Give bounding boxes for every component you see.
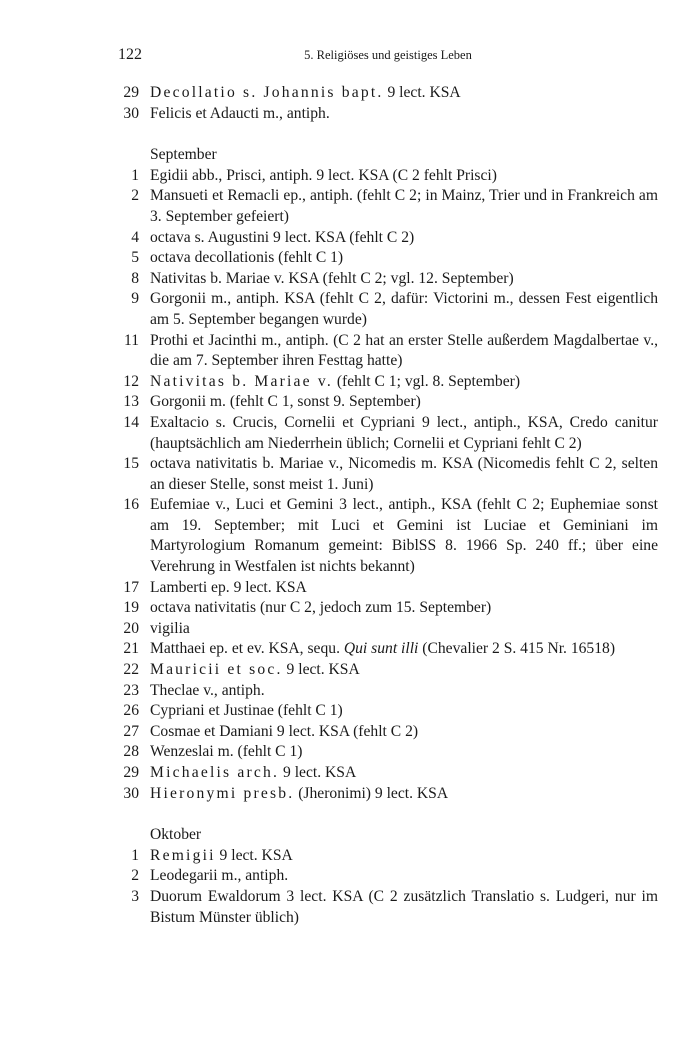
entry-text: Gorgonii m., antiph. KSA (fehlt C 2, dafür: Victorini m., dessen Fest eigentlich am 5. September begangen wurde)	[150, 290, 658, 328]
entry-sequence-title: Qui sunt illi	[343, 640, 419, 658]
entry-day: 19	[123, 599, 139, 617]
entry-day: 27	[123, 722, 139, 740]
entry-day: 1	[131, 166, 139, 184]
entry-day: 16	[123, 496, 139, 514]
calendar-entry	[118, 619, 658, 640]
entry-text: octava nativitatis (nur C 2, jedoch zum 15. September)	[150, 599, 492, 617]
entry-text: (fehlt C 1; vgl. 8. September)	[332, 372, 521, 390]
september-entries	[118, 166, 658, 804]
entry-text: Wenzeslai m. (fehlt C 1)	[150, 743, 303, 761]
entry-day: 9	[131, 290, 139, 308]
calendar-entry	[118, 392, 658, 413]
entry-text: 9 lect. KSA	[383, 84, 461, 101]
entry-day: 21	[123, 640, 139, 658]
entry-text: 9 lect. KSA	[282, 661, 360, 679]
entry-text: Eufemiae v., Luci et Gemini 3 lect., antiph., KSA (fehlt C 2; Euphemiae sonst am 19. September; mit Luci et Gemini ist Luciae et Geminiani im Martyrologium Romanum gemeint: BiblSS 8. 1966 Sp. 240 ff.; über eine Verehrung in Westfalen ist nichts bekannt)	[150, 496, 658, 576]
entry-text: Prothi et Jacinthi m., antiph. (C 2 hat an erster Stelle außerdem Magdalbertae v., die am 7. September ihren Festtag hatte)	[150, 331, 658, 370]
calendar-entry	[118, 887, 658, 928]
entry-spaced-title: Remigii	[150, 846, 216, 864]
entry-day: 12	[123, 372, 139, 390]
calendar-entry	[118, 454, 658, 495]
entry-text: Theclae v., antiph.	[150, 681, 265, 699]
october-entries	[118, 846, 658, 928]
entry-spaced-title: Nativitas b. Mariae v.	[150, 372, 333, 390]
calendar-entry	[118, 763, 658, 784]
month-heading-october: Oktober	[150, 826, 202, 844]
entry-text: Exaltacio s. Crucis, Cornelii et Cypriani 9 lect., antiph., KSA, Credo canitur (hauptsächlich am Niederrhein üblich; Cornelii et Cypriani fehlt C 2)	[150, 413, 658, 452]
entry-text: Lamberti ep. 9 lect. KSA	[150, 578, 307, 596]
entry-text: octava s. Augustini 9 lect. KSA (fehlt C 2)	[150, 228, 415, 246]
calendar-entry	[118, 248, 658, 269]
entry-text: Gorgonii m. (fehlt C 1, sonst 9. September)	[150, 393, 421, 411]
calendar-entry	[118, 722, 658, 743]
entry-spaced-title: Hieronymi presb.	[150, 784, 295, 802]
calendar-entry	[118, 598, 658, 619]
entry-text: Mansueti et Remacli ep., antiph. (fehlt C 2; in Mainz, Trier und in Frankreich am 3. September gefeiert)	[150, 187, 658, 225]
entry-day: 4	[131, 228, 139, 246]
month-heading-september: September	[150, 146, 217, 164]
calendar-entry	[118, 701, 658, 722]
entry-text: Egidii abb., Prisci, antiph. 9 lect. KSA (C 2 fehlt Prisci)	[150, 166, 497, 184]
calendar-entry	[118, 784, 658, 805]
calendar-entry	[118, 269, 658, 290]
entry-day: 28	[123, 743, 139, 761]
entry-day: 2	[131, 187, 139, 205]
calendar-entry	[118, 228, 658, 249]
calendar-entry	[118, 413, 658, 454]
entry-day: 5	[131, 249, 139, 267]
entry-day: 30	[123, 104, 139, 122]
calendar-entry	[118, 331, 658, 372]
entry-spaced-title: Mauricii et soc.	[150, 661, 283, 679]
calendar-entry	[118, 83, 658, 104]
running-head: 5. Religiöses und geistiges Leben	[304, 48, 472, 62]
entry-day: 29	[123, 84, 139, 101]
entry-text: (Jheronimi) 9 lect. KSA	[294, 784, 449, 802]
calendar-entry	[118, 104, 658, 125]
entry-day: 20	[123, 619, 139, 637]
entry-spaced-title: Decollatio s. Johannis bapt.	[150, 84, 384, 101]
calendar-entry	[118, 289, 658, 330]
entry-day: 11	[123, 331, 139, 349]
calendar-entry	[118, 186, 658, 227]
entry-day: 29	[123, 764, 139, 781]
entry-day: 3	[131, 887, 139, 905]
entry-text: Duorum Ewaldorum 3 lect. KSA (C 2 zusätzlich Translatio s. Ludgeri, nur im Bistum Münster üblich)	[150, 887, 658, 926]
entry-text: octava decollationis (fehlt C 1)	[150, 249, 344, 267]
entry-text: Cosmae et Damiani 9 lect. KSA (fehlt C 2)	[150, 722, 419, 740]
entry-text: Cypriani et Justinae (fehlt C 1)	[150, 702, 343, 720]
entry-spaced-title: Michaelis arch.	[150, 764, 280, 781]
calendar-entry	[118, 866, 658, 887]
entry-text-after: (Chevalier 2 S. 415 Nr. 16518)	[418, 640, 616, 658]
entry-text: Matthaei ep. et ev. KSA, sequ.	[150, 640, 344, 658]
entry-text: Leodegarii m., antiph.	[150, 867, 289, 885]
entry-day: 26	[123, 702, 139, 720]
calendar-body	[118, 83, 658, 928]
entry-day: 14	[123, 413, 139, 431]
entry-day: 8	[131, 269, 139, 287]
entry-day: 30	[123, 784, 139, 802]
entry-text: Nativitas b. Mariae v. KSA (fehlt C 2; vgl. 12. September)	[150, 269, 514, 287]
calendar-entry	[118, 372, 658, 393]
entry-day: 2	[131, 867, 139, 885]
entry-day: 17	[123, 578, 139, 596]
entry-day: 1	[131, 846, 139, 864]
entry-day: 15	[123, 455, 139, 473]
entry-text: 9 lect. KSA	[279, 764, 357, 781]
august-entries	[118, 83, 658, 124]
page-header	[118, 46, 658, 70]
calendar-entry	[118, 681, 658, 702]
entry-text: octava nativitatis b. Mariae v., Nicomedis m. KSA (Nicomedis fehlt C 2, selten an dieser Stelle, sonst meist 1. Juni)	[150, 455, 658, 493]
calendar-entry	[118, 495, 658, 577]
entry-day: 22	[123, 661, 139, 679]
entry-text: vigilia	[150, 619, 190, 637]
calendar-entry	[118, 660, 658, 681]
page-number: 122	[118, 46, 142, 63]
calendar-entry	[118, 578, 658, 599]
calendar-entry	[118, 742, 658, 763]
entry-day: 23	[123, 681, 139, 699]
entry-day: 13	[123, 393, 139, 411]
calendar-entry	[118, 166, 658, 187]
entry-text: Felicis et Adaucti m., antiph.	[150, 104, 330, 122]
entry-text: 9 lect. KSA	[215, 846, 293, 864]
calendar-entry	[118, 639, 658, 660]
calendar-entry	[118, 846, 658, 867]
